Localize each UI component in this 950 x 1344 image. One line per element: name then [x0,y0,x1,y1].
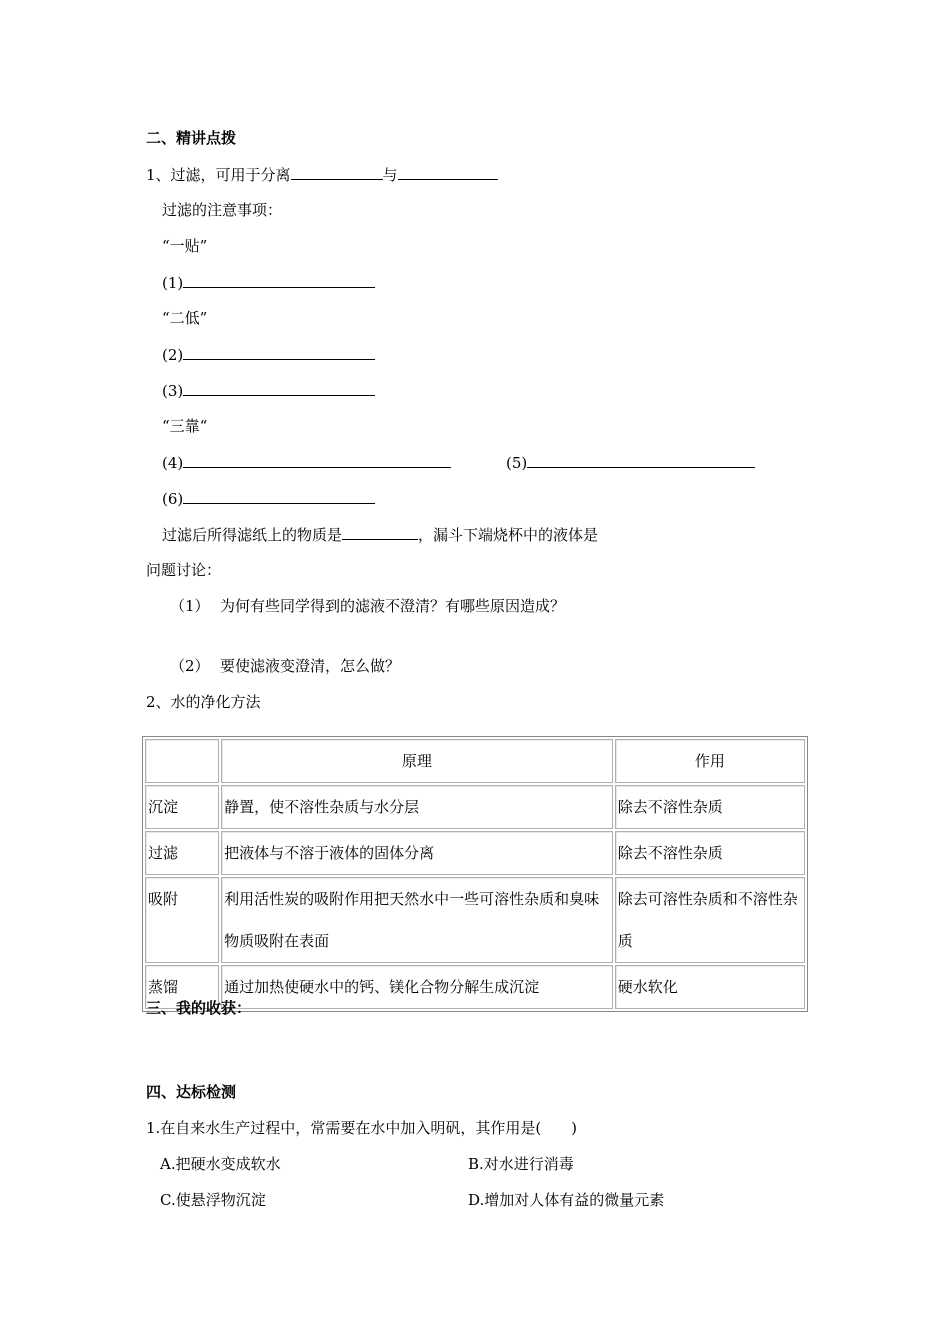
san-kao-label: “三靠“ [162,417,208,435]
item-2-title: 2、水的净化方法 [146,693,261,711]
note-5 [506,452,755,473]
table-cell-function: 除去不溶性杂质 [615,831,805,875]
table-cell-principle: 利用活性炭的吸附作用把天然水中一些可溶性杂质和臭味物质吸附在表面 [221,877,613,963]
blank-note-6[interactable] [183,488,375,504]
table-cell-principle: 把液体与不溶于液体的固体分离 [221,831,613,875]
table-header-row [145,739,805,783]
after-filtration-line [162,524,598,545]
blank-substance-a[interactable] [291,164,383,180]
option-b[interactable]: B.对水进行消毒 [468,1155,574,1173]
er-di-label: “二低” [162,309,208,327]
item-1-filtration [146,164,498,185]
blank-note-1[interactable] [183,272,375,288]
blank-note-3[interactable] [183,380,375,396]
notes-title: 过滤的注意事项： [162,201,283,219]
table-cell-method: 过滤 [145,831,219,875]
note-4 [162,452,451,473]
blank-residue[interactable] [342,524,418,540]
header-cell-principle: 原理 [221,739,613,783]
table-cell-principle: 静置，使不溶性杂质与水分层 [221,785,613,829]
note-6-number: (6) [162,490,184,508]
section-2-heading: 二、精讲点拨 [146,129,237,147]
table-cell-function: 除去可溶性杂质和不溶性杂质 [615,877,805,963]
after-suffix: ，漏斗下端烧杯中的液体是 [418,526,599,544]
table-row [145,831,805,875]
note-2 [162,344,375,365]
table-cell-method: 吸附 [145,877,219,963]
yi-tie-label: “一贴” [162,237,208,255]
table-cell-function: 硬水软化 [615,965,805,1009]
table-cell-principle: 通过加热使硬水中的钙、镁化合物分解生成沉淀 [221,965,613,1009]
table-row [145,877,805,963]
blank-substance-b[interactable] [398,164,498,180]
table-cell-method: 蒸馏 [145,965,219,1009]
table-cell-method: 沉淀 [145,785,219,829]
table-row [145,785,805,829]
note-1-number: (1) [162,274,184,292]
note-3-number: (3) [162,382,184,400]
test-question-1: 1.在自来水生产过程中，常需要在水中加入明矾，其作用是( ) [146,1119,578,1137]
discussion-title: 问题讨论： [146,561,222,579]
note-2-number: (2) [162,346,184,364]
note-3 [162,380,375,401]
note-5-number: (5) [506,454,528,472]
item-1-prefix: 1、过滤，可用于分离 [146,166,291,184]
question-2-number: （2） [170,657,210,675]
section-4-heading: 四、达标检测 [146,1083,237,1101]
note-4-number: (4) [162,454,184,472]
item-1-mid: 与 [382,166,398,184]
note-6 [162,488,375,509]
after-prefix: 过滤后所得滤纸上的物质是 [162,526,343,544]
option-a[interactable]: A.把硬水变成软水 [160,1155,281,1173]
question-1-number: （1） [170,597,210,615]
blank-note-2[interactable] [183,344,375,360]
header-cell-empty [145,739,219,783]
header-cell-function: 作用 [615,739,805,783]
blank-note-5[interactable] [527,452,755,468]
section-3-heading: 三、我的收获： [146,999,252,1017]
purification-table [142,736,808,1012]
option-c[interactable]: C.使悬浮物沉淀 [160,1191,266,1209]
option-d[interactable]: D.增加对人体有益的微量元素 [468,1191,665,1209]
question-2-text: 要使滤液变澄清，怎么做？ [220,657,401,675]
note-1 [162,272,375,293]
blank-note-4[interactable] [183,452,451,468]
question-1-text: 为何有些同学得到的滤液不澄清？有哪些原因造成？ [220,597,566,615]
table-cell-function: 除去不溶性杂质 [615,785,805,829]
